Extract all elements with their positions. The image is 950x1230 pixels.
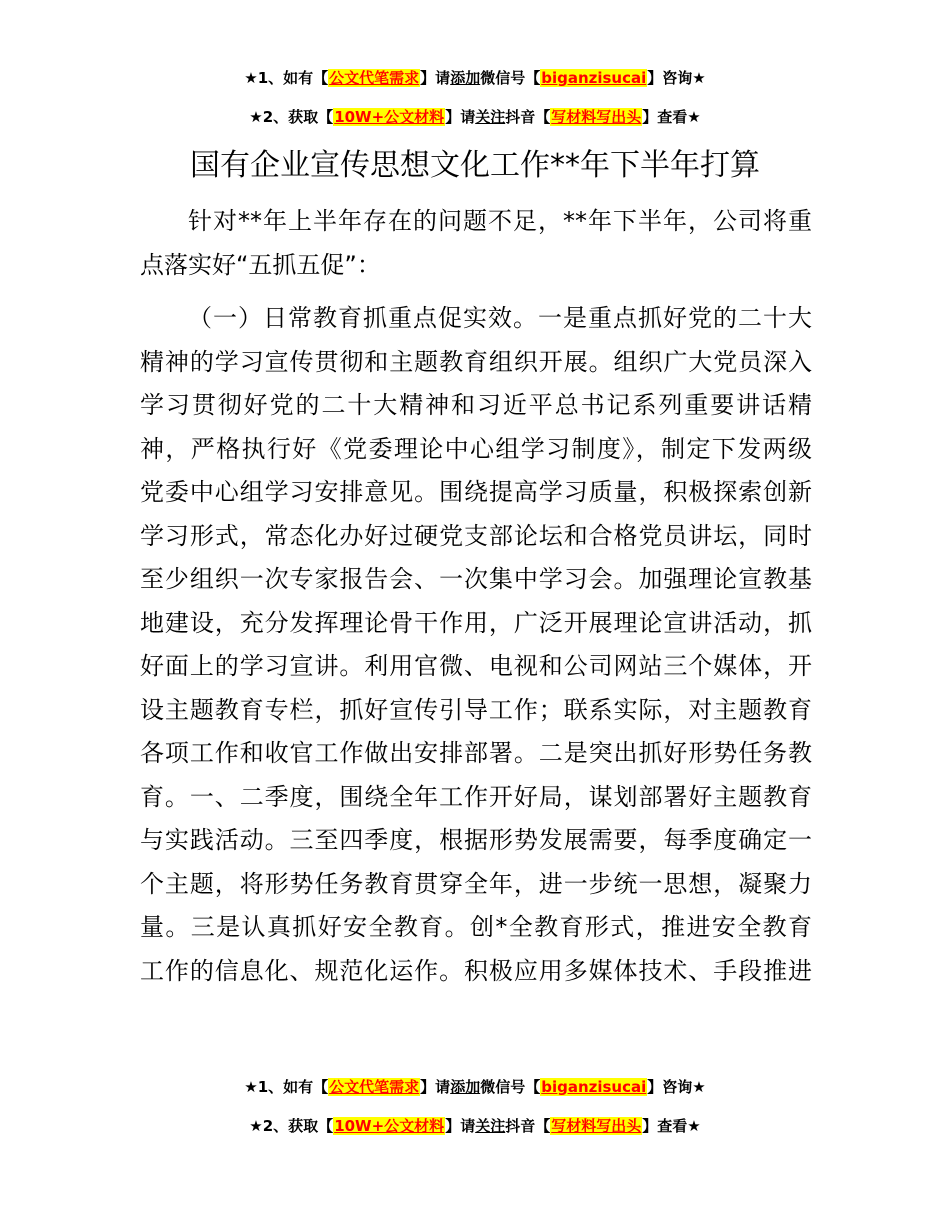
document-title: 国有企业宣传思想文化工作**年下半年打算 <box>190 148 760 183</box>
banner-text: ★1、如有【 <box>244 1078 329 1096</box>
footer-banner-line-2 <box>0 1115 950 1137</box>
paragraph-line: 针对**年上半年存在的问题不足，**年下半年，公司将重 <box>188 207 812 235</box>
paragraph-line: 点落实好“五抓五促”： <box>140 250 381 279</box>
header-banner-line-2 <box>0 106 950 128</box>
banner-highlight: 10W+公文材料 <box>334 108 445 126</box>
banner-text: ★2、获取【 <box>249 1117 334 1135</box>
paragraph-line: 育。一、二季度，围绕全年工作开好局，谋划部署好主题教育 <box>140 782 812 811</box>
header-banner-line-1 <box>0 67 950 89</box>
banner-text: 】咨询★ <box>647 1078 706 1096</box>
document-body <box>140 200 812 993</box>
banner-text: 微信号【 <box>480 1078 541 1096</box>
banner-text: 微信号【 <box>480 69 541 87</box>
banner-text: 抖音【 <box>505 1117 551 1135</box>
banner-text: 】咨询★ <box>647 69 706 87</box>
paragraph-line: 地建设，充分发挥理论骨干作用，广泛开展理论宣讲活动，抓 <box>140 608 812 637</box>
banner-text: 】查看★ <box>642 1117 701 1135</box>
paragraph-line: 个主题，将形势任务教育贯穿全年，进一步统一思想，凝聚力 <box>140 869 812 898</box>
paragraph-line: 神，严格执行好《党委理论中心组学习制度》，制定下发两级 <box>140 434 812 463</box>
paragraph-line: 党委中心组学习安排意见。围绕提高学习质量，积极探索创新 <box>140 478 812 506</box>
paragraph-line: 好面上的学习宣讲。利用官微、电视和公司网站三个媒体，开 <box>140 652 812 680</box>
banner-text: 抖音【 <box>505 108 551 126</box>
banner-highlight: biganzisucai <box>541 1078 647 1096</box>
banner-highlight: 10W+公文材料 <box>334 1117 445 1135</box>
paragraph <box>140 200 812 287</box>
paragraph-line: 量。三是认真抓好安全教育。创*全教育形式，推进安全教育 <box>140 913 812 941</box>
banner-highlight: biganzisucai <box>541 69 647 87</box>
banner-text: 】请 <box>420 1078 451 1096</box>
paragraph-line: 设主题教育专栏，抓好宣传引导工作；联系实际，对主题教育 <box>140 695 812 724</box>
banner-underlined-text: 关注 <box>475 1117 506 1135</box>
paragraph-line: 学习形式，常态化办好过硬党支部论坛和合格党员讲坛，同时 <box>140 521 812 550</box>
paragraph-line: 至少组织一次专家报告会、一次集中学习会。加强理论宣教基 <box>140 565 812 593</box>
footer-banner-line-1 <box>0 1076 950 1098</box>
banner-text: 】请 <box>445 1117 476 1135</box>
banner-underlined-text: 添加 <box>450 69 481 87</box>
banner-highlight: 公文代笔需求 <box>329 69 420 87</box>
paragraph-line: 各项工作和收官工作做出安排部署。二是突出抓好形势任务教 <box>140 739 812 767</box>
banner-text: 】请 <box>420 69 451 87</box>
paragraph-line: 精神的学习宣传贯彻和主题教育组织开展。组织广大党员深入 <box>140 347 812 376</box>
banner-text: 】请 <box>445 108 476 126</box>
banner-highlight: 公文代笔需求 <box>329 1078 420 1096</box>
paragraph <box>140 297 812 993</box>
banner-highlight: 写材料写出头 <box>551 1117 642 1135</box>
paragraph-line: 工作的信息化、规范化运作。积极应用多媒体技术、手段推进 <box>140 956 812 985</box>
banner-text: 】查看★ <box>642 108 701 126</box>
paragraph-line: 与实践活动。三至四季度，根据形势发展需要，每季度确定一 <box>140 826 812 854</box>
paragraph-line: 学习贯彻好党的二十大精神和习近平总书记系列重要讲话精 <box>140 391 812 419</box>
paragraph-line: （一）日常教育抓重点促实效。一是重点抓好党的二十大 <box>188 304 812 332</box>
banner-underlined-text: 关注 <box>475 108 506 126</box>
banner-text: ★1、如有【 <box>244 69 329 87</box>
banner-underlined-text: 添加 <box>450 1078 481 1096</box>
banner-text: ★2、获取【 <box>249 108 334 126</box>
banner-highlight: 写材料写出头 <box>551 108 642 126</box>
